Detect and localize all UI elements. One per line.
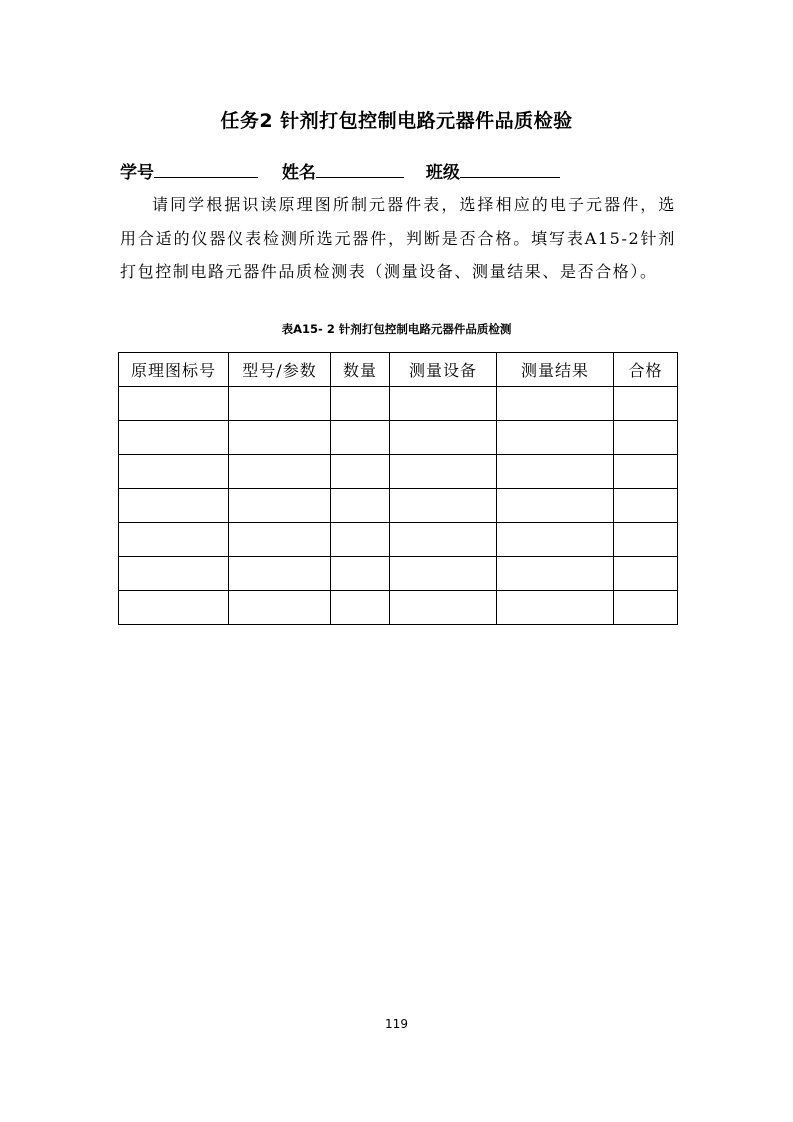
header-result: 测量结果 — [497, 353, 614, 387]
table-cell[interactable] — [614, 421, 678, 455]
table-cell[interactable] — [497, 489, 614, 523]
table-row — [119, 523, 678, 557]
table-cell[interactable] — [614, 557, 678, 591]
page-number: 119 — [385, 1017, 408, 1031]
table-cell[interactable] — [614, 387, 678, 421]
table-row — [119, 421, 678, 455]
header-schematic-ref: 原理图标号 — [119, 353, 229, 387]
table-cell[interactable] — [229, 455, 331, 489]
table-cell[interactable] — [390, 591, 497, 625]
table-cell[interactable] — [331, 421, 390, 455]
header-model-param: 型号/参数 — [229, 353, 331, 387]
table-cell[interactable] — [229, 557, 331, 591]
header-pass: 合格 — [614, 353, 678, 387]
table-cell[interactable] — [229, 523, 331, 557]
table-cell[interactable] — [614, 489, 678, 523]
table-cell[interactable] — [390, 523, 497, 557]
table-cell[interactable] — [229, 387, 331, 421]
table-row — [119, 557, 678, 591]
class-label: 班级 — [425, 163, 460, 183]
table-cell[interactable] — [497, 421, 614, 455]
table-cell[interactable] — [614, 591, 678, 625]
table-cell[interactable] — [390, 421, 497, 455]
table-cell[interactable] — [614, 455, 678, 489]
table-row — [119, 591, 678, 625]
table-cell[interactable] — [331, 591, 390, 625]
table-cell[interactable] — [497, 387, 614, 421]
table-cell[interactable] — [390, 387, 497, 421]
name-label: 姓名 — [281, 163, 316, 183]
header-equipment: 测量设备 — [390, 353, 497, 387]
table-row — [119, 387, 678, 421]
table-cell[interactable] — [119, 387, 229, 421]
inspection-table — [118, 352, 678, 625]
table-cell[interactable] — [497, 523, 614, 557]
table-row — [119, 489, 678, 523]
table-cell[interactable] — [497, 557, 614, 591]
table-cell[interactable] — [497, 455, 614, 489]
table-cell[interactable] — [331, 455, 390, 489]
table-cell[interactable] — [390, 455, 497, 489]
table-header-row — [119, 353, 678, 387]
table-cell[interactable] — [229, 591, 331, 625]
name-blank — [316, 159, 404, 178]
header-quantity: 数量 — [331, 353, 390, 387]
page-title: 任务2 针剂打包控制电路元器件品质检验 — [220, 110, 573, 132]
table-cell[interactable] — [119, 421, 229, 455]
table-cell[interactable] — [119, 523, 229, 557]
table-cell[interactable] — [331, 489, 390, 523]
student-info-row — [120, 158, 576, 183]
table-cell[interactable] — [119, 455, 229, 489]
table-cell[interactable] — [331, 557, 390, 591]
student-id-blank — [154, 159, 258, 178]
table-cell[interactable] — [229, 421, 331, 455]
table-cell[interactable] — [229, 489, 331, 523]
table-cell[interactable] — [497, 591, 614, 625]
table-caption: 表A15- 2 针剂打包控制电路元器件品质检测 — [281, 322, 512, 336]
table-cell[interactable] — [390, 489, 497, 523]
class-blank — [460, 159, 560, 178]
table-cell[interactable] — [119, 591, 229, 625]
instruction-paragraph: 请同学根据识读原理图所制元器件表，选择相应的电子元器件，选用合适的仪器仪表检测所选元器件，判断是否合格。填写表A15-2针剂打包控制电路元器件品质检测表（测量设备、测量结果、是否合格）。 — [120, 195, 676, 281]
table-row — [119, 455, 678, 489]
table-cell[interactable] — [614, 523, 678, 557]
table-cell[interactable] — [331, 523, 390, 557]
table-cell[interactable] — [390, 557, 497, 591]
student-id-label: 学号 — [120, 163, 154, 183]
table-cell[interactable] — [119, 489, 229, 523]
table-cell[interactable] — [119, 557, 229, 591]
table-cell[interactable] — [331, 387, 390, 421]
